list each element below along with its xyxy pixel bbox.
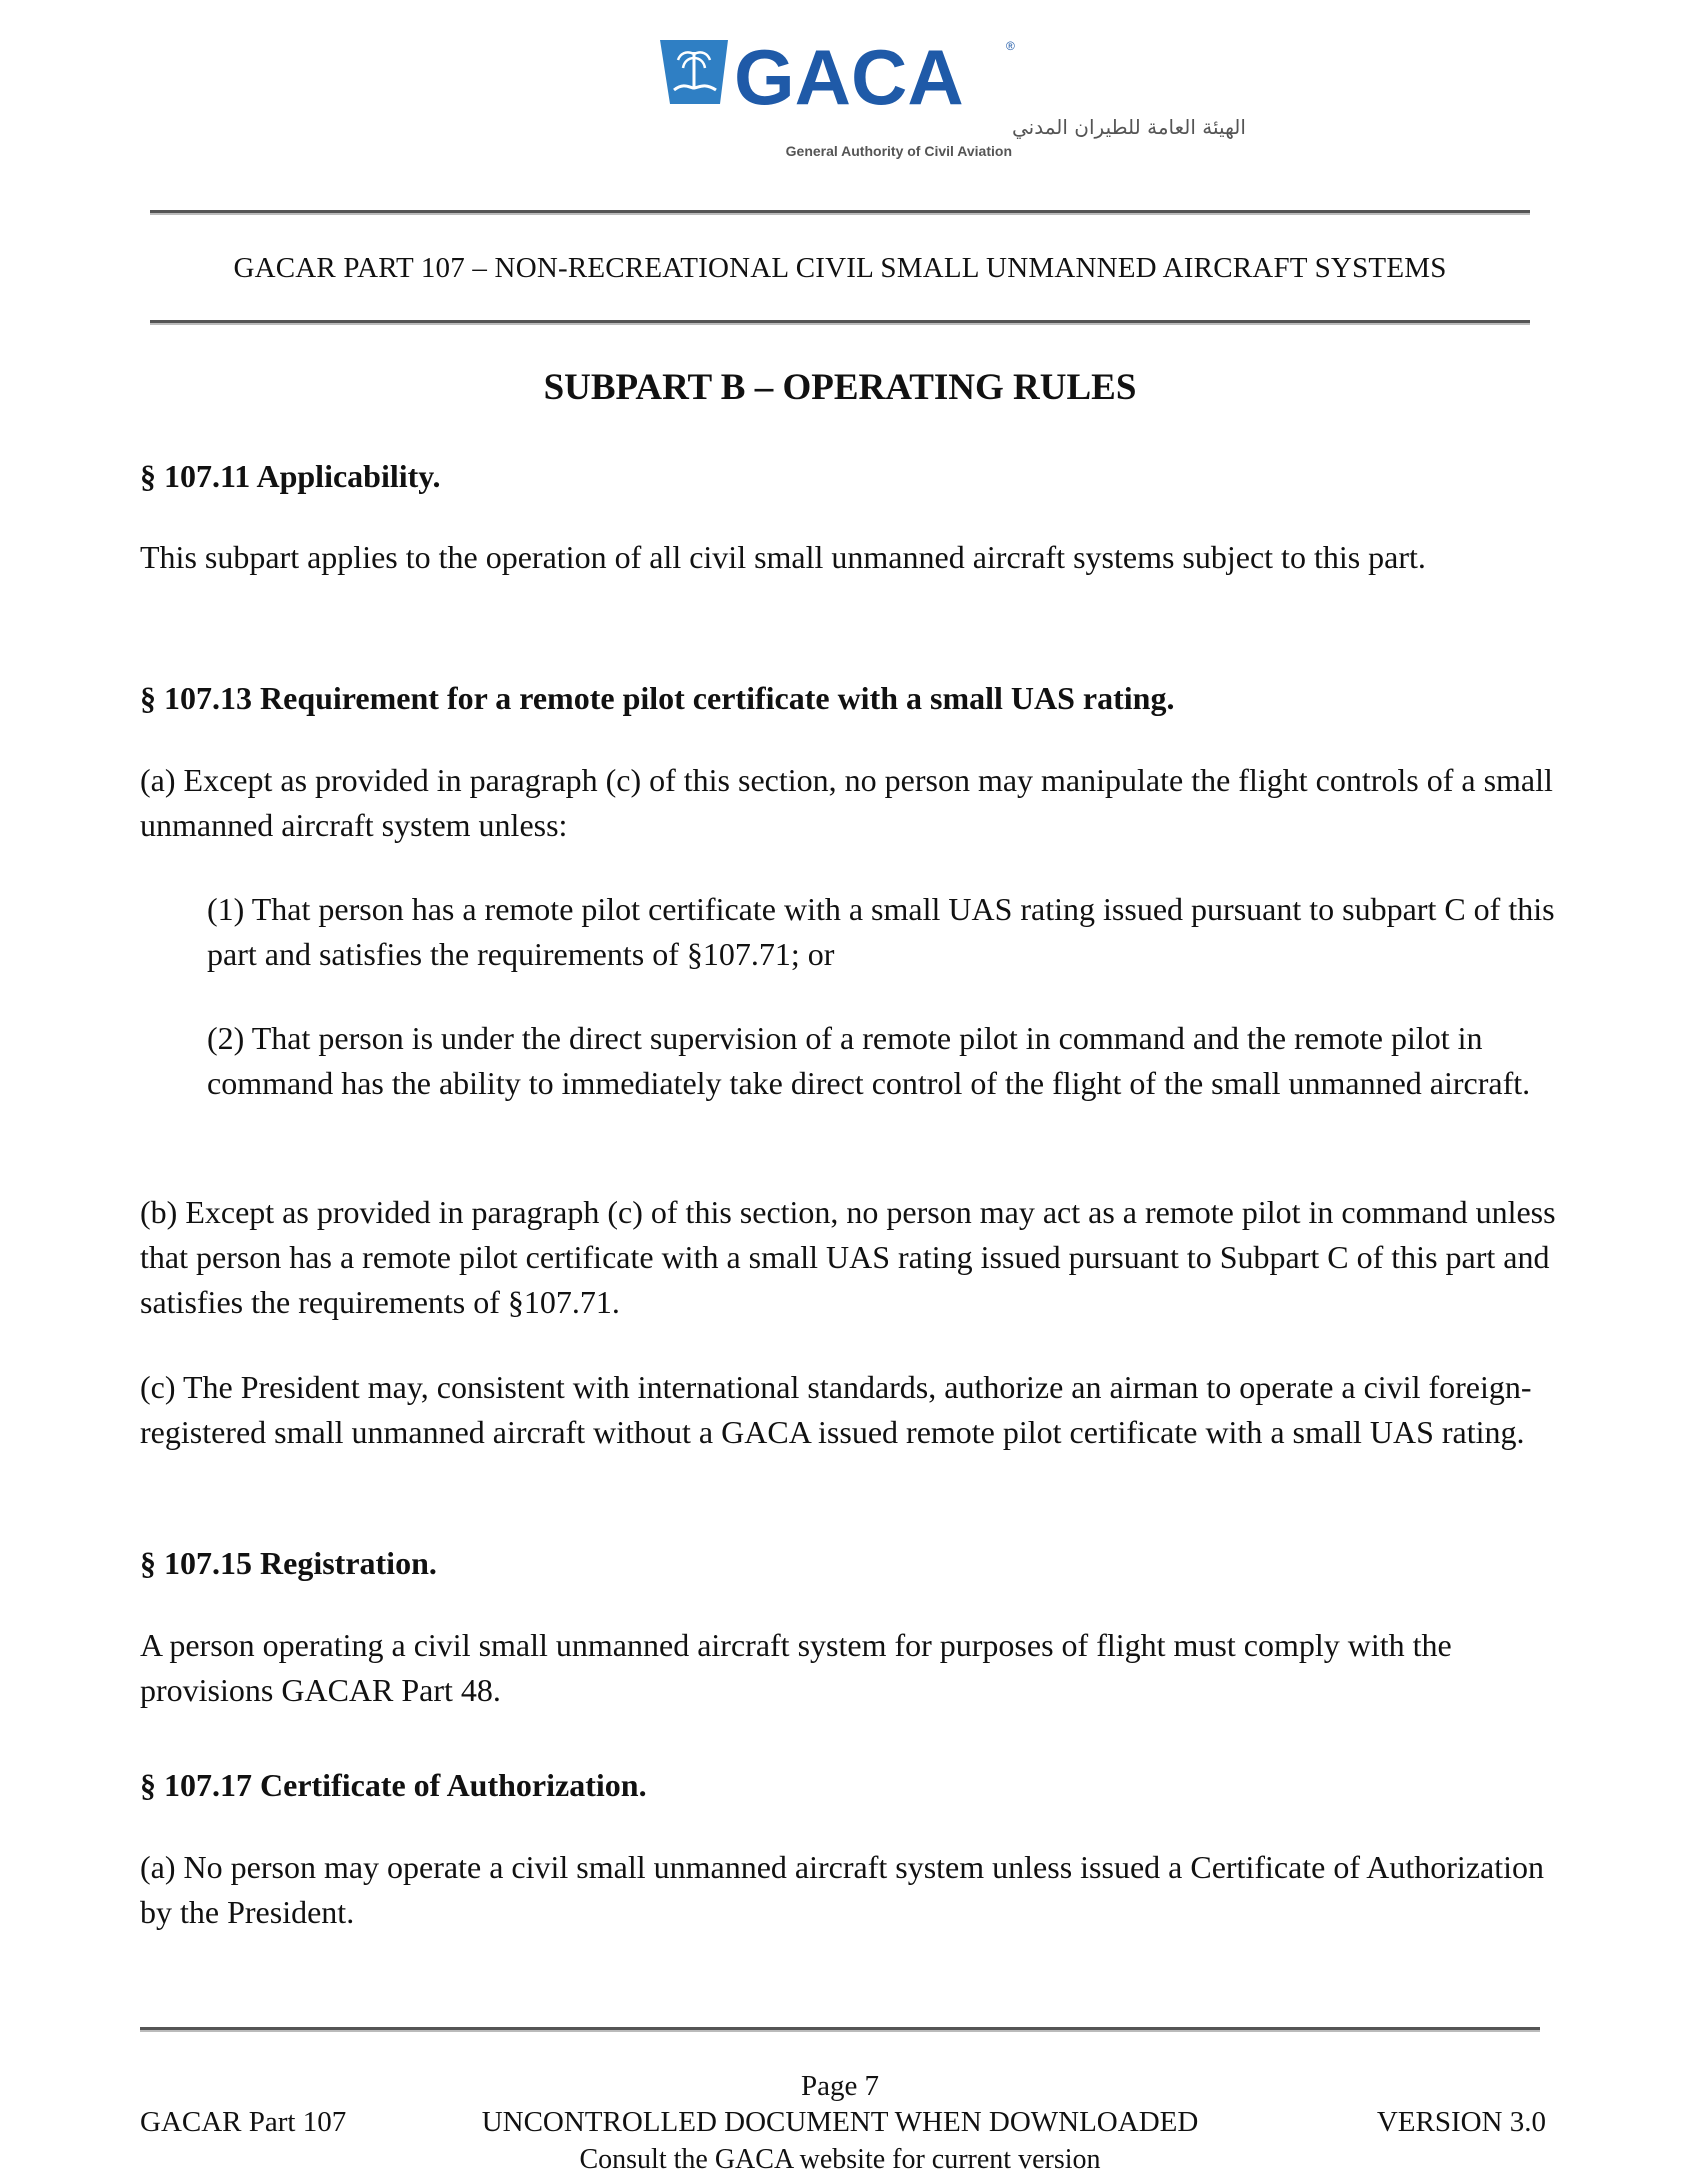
section-107-13-para-b: (b) Except as provided in paragraph (c) of this section, no person may act as a remote pilot in command unless that person has a remote pilot certificate with a small UAS rating issued pursuant to Subpart C of this part and satisfies the requirements of §107.71.	[140, 1194, 1556, 1320]
subpart-title: SUBPART B – OPERATING RULES	[543, 367, 1137, 408]
page-number: Page 7	[800, 2070, 880, 2102]
section-107-13-heading: § 107.13 Requirement for a remote pilot certificate with a small UAS rating.	[140, 680, 1175, 716]
footer-uncontrolled-notice: UNCONTROLLED DOCUMENT WHEN DOWNLOADED	[481, 2106, 1199, 2138]
section-107-13-para-a2: (2) That person is under the direct supervision of a remote pilot in command and the remote pilot in command has the ability to immediately take direct control of the flight of the small unmanned aircraft.	[207, 1020, 1531, 1101]
section-107-13-para-a: (a) Except as provided in paragraph (c) of this section, no person may manipulate the flight controls of a small unmanned aircraft system unless:	[140, 762, 1553, 843]
footer-consult-note: Consult the GACA website for current version	[579, 2144, 1101, 2175]
gaca-logo-mark	[650, 30, 1246, 170]
footer-doc-name: GACAR Part 107	[140, 2106, 347, 2138]
logo-arabic-name: الهيئة العامة للطيران المدني	[1012, 115, 1246, 139]
footer-rule	[140, 2027, 1540, 2030]
section-107-15-body: A person operating a civil small unmanned aircraft system for purposes of flight must comply with the provisions GACAR Part 48.	[140, 1627, 1452, 1708]
logo-wordmark: GACA	[734, 33, 964, 121]
gaca-logo	[650, 30, 1246, 170]
svg-text:®: ®	[1006, 39, 1015, 53]
section-107-11-heading: § 107.11 Applicability.	[140, 458, 441, 494]
header-rule-bottom	[150, 320, 1530, 323]
section-107-15-heading: § 107.15 Registration.	[140, 1545, 437, 1581]
header-rule-top	[150, 210, 1530, 213]
document-header-title: GACAR PART 107 – NON-RECREATIONAL CIVIL SMALL UNMANNED AIRCRAFT SYSTEMS	[233, 252, 1447, 284]
section-107-13-para-c: (c) The President may, consistent with international standards, authorize an airman to operate a civil foreign-registered small unmanned aircraft without a GACA issued remote pilot certificate with a small UAS rating.	[140, 1369, 1532, 1450]
section-107-11-body: This subpart applies to the operation of all civil small unmanned aircraft systems subject to this part.	[140, 539, 1426, 575]
section-107-17-heading: § 107.17 Certificate of Authorization.	[140, 1767, 647, 1803]
footer-version: VERSION 3.0	[1376, 2106, 1546, 2138]
section-107-17-para-a: (a) No person may operate a civil small unmanned aircraft system unless issued a Certificate of Authorization by the President.	[140, 1849, 1544, 1930]
section-107-13-para-a1: (1) That person has a remote pilot certificate with a small UAS rating issued pursuant to subpart C of this part and satisfies the requirements of §107.71; or	[207, 891, 1555, 972]
logo-english-name: General Authority of Civil Aviation	[785, 143, 1012, 159]
